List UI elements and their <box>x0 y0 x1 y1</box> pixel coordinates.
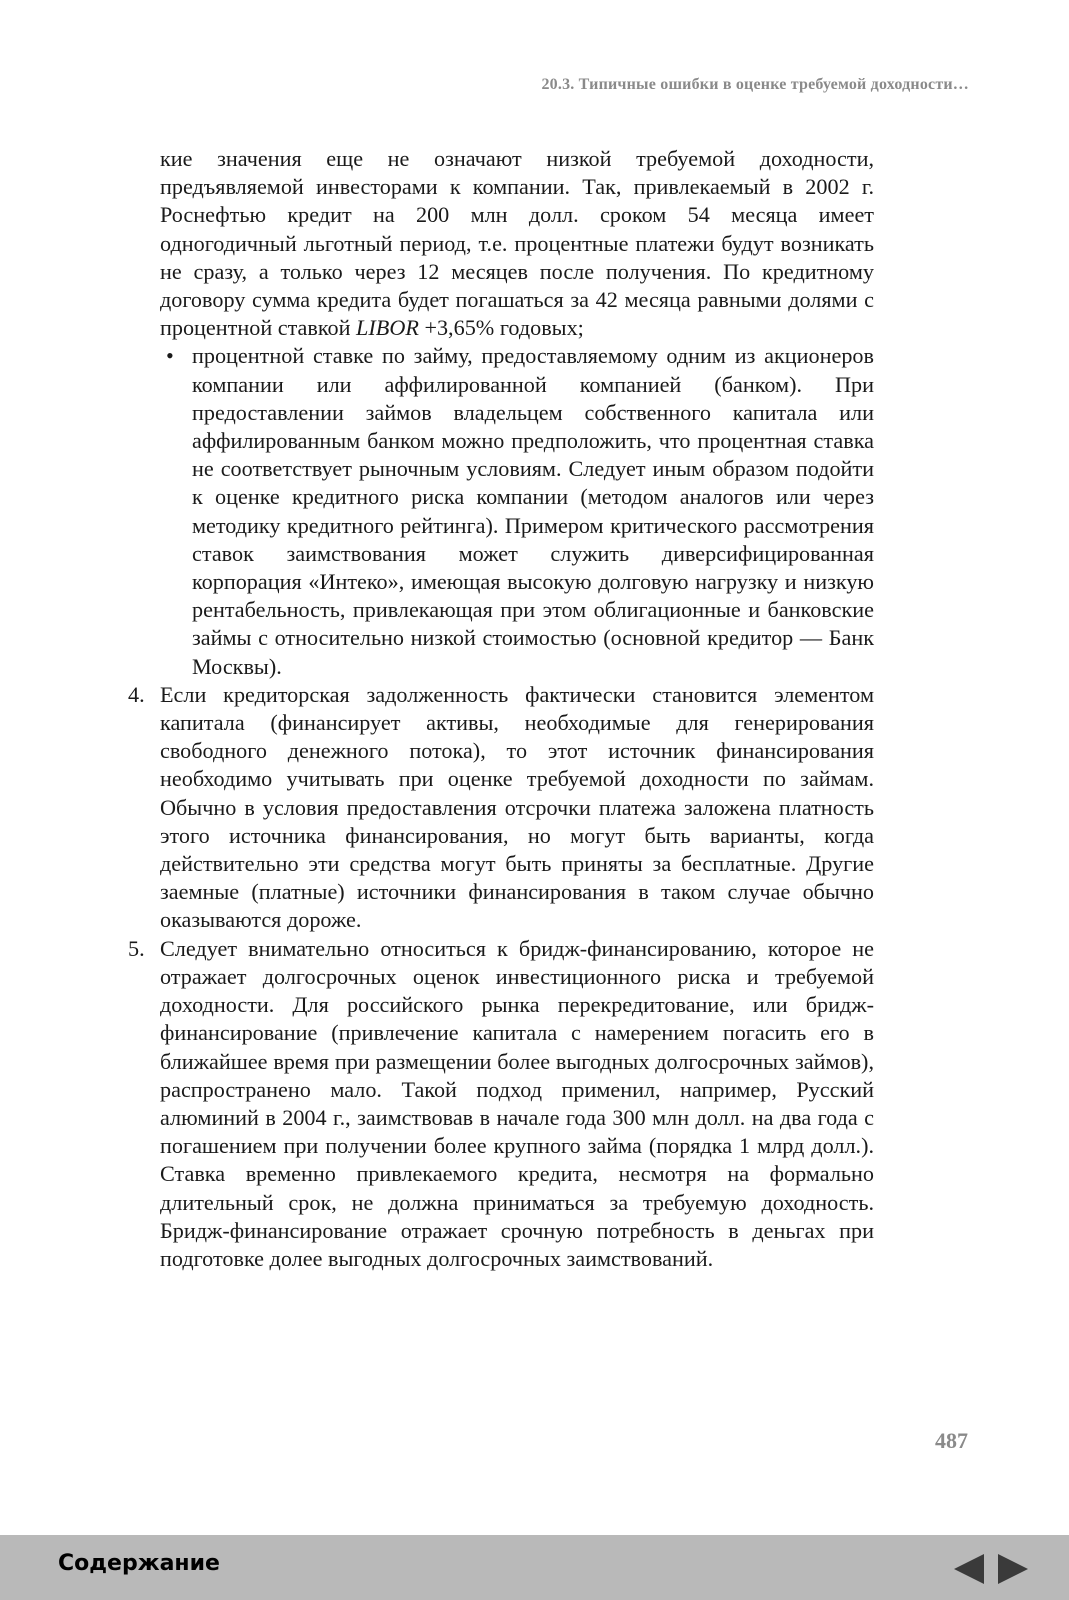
bullet-marker: • <box>166 343 174 369</box>
running-header: 20.3. Типичные ошибки в оценке требуемой доходности… <box>541 76 969 93</box>
page-number: 487 <box>935 1428 968 1453</box>
bullet-item <box>160 342 874 680</box>
triangle-right-icon[interactable] <box>996 1553 1030 1585</box>
list-item-text: Если кредиторская задолженность фактически становится элементом капитала (финансирует активы, необходимые для генерирования свободного денежного потока), то этот источник финансирования необходимо учитывать при оценке требуемой доходности по займам. Обычно в условия предоставления отсрочки платежа заложена платность этого источника финансирования, но могут быть варианты, когда действительно эти средства могут быть приняты за бесплатные. Другие заемные (платные) источники финансирования в таком случае обычно оказываются дороже. <box>160 681 874 933</box>
libor-term: LIBOR <box>356 315 419 341</box>
continuation-paragraph <box>160 145 874 342</box>
continuation-tail: +3,65% годовых; <box>418 315 584 341</box>
list-item-text: Следует внимательно относиться к бридж-финансированию, которое не отражает долгосрочных оценок инвестиционного риска и требуемой доходности. Для российского рынка перекредитование, или бридж-финансирование (привлечение капитала с намерением погасить его в ближайшее время при размещении более выгодных долгосрочных займов), распространено мало. Такой подход применил, например, Русский алюминий в 2004 г., заимствовав в начале года 300 млн долл. на два года с погашением при получении более крупного займа (порядка 1 млрд долл.). Ставка временно привлекаемого кредита, несмотря на формально длительный срок, не должна приниматься за требуемую доходность. Бридж-финансирование отражает срочную потребность в деньгах при подготовке долее выгодных долгосрочных заимствований. <box>160 935 874 1271</box>
contents-link[interactable]: Содержание <box>58 1551 220 1576</box>
continuation-text: кие значения еще не означают низкой требуемой доходности, предъявляемой инвесторами к компании. Так, привлекаемый в 2002 г. Роснефтью кредит на 200 млн долл. сроком 54 месяца имеет одногодичный льготный период, т.е. процентные платежи будут возникать не сразу, а только через 12 месяцев после получения. По кредитному договору сумма кредита будет погашаться за 42 месяца равными долями с процентной ставкой <box>160 146 874 341</box>
triangle-left-icon[interactable] <box>952 1553 986 1585</box>
list-item-4 <box>128 681 874 935</box>
list-marker: 5. <box>128 935 145 961</box>
page-body <box>128 145 874 1273</box>
navigation-bar <box>0 1535 1069 1600</box>
list-marker: 4. <box>128 681 145 707</box>
bullet-text: процентной ставке по займу, предоставляемому одним из акционеров компании или аффилированной компанией (банком). При предоставлении займов владельцем собственного капитала или аффилированным банком можно предположить, что процентная ставка не соответствует рыночным условиям. Следует иным образом подойти к оценке кредитного риска компании (методом аналогов или через методику кредитного рейтинга). Примером критического рассмотрения ставок заимствования может служить диверсифицированная корпорация «Интеко», имеющая высокую долговую нагрузку и низкую рентабельность, привлекающая при этом облигационные и банковские займы с относительно низкой стоимостью (основной кредитор — Банк Москвы). <box>192 343 874 679</box>
list-item-5 <box>128 935 874 1273</box>
